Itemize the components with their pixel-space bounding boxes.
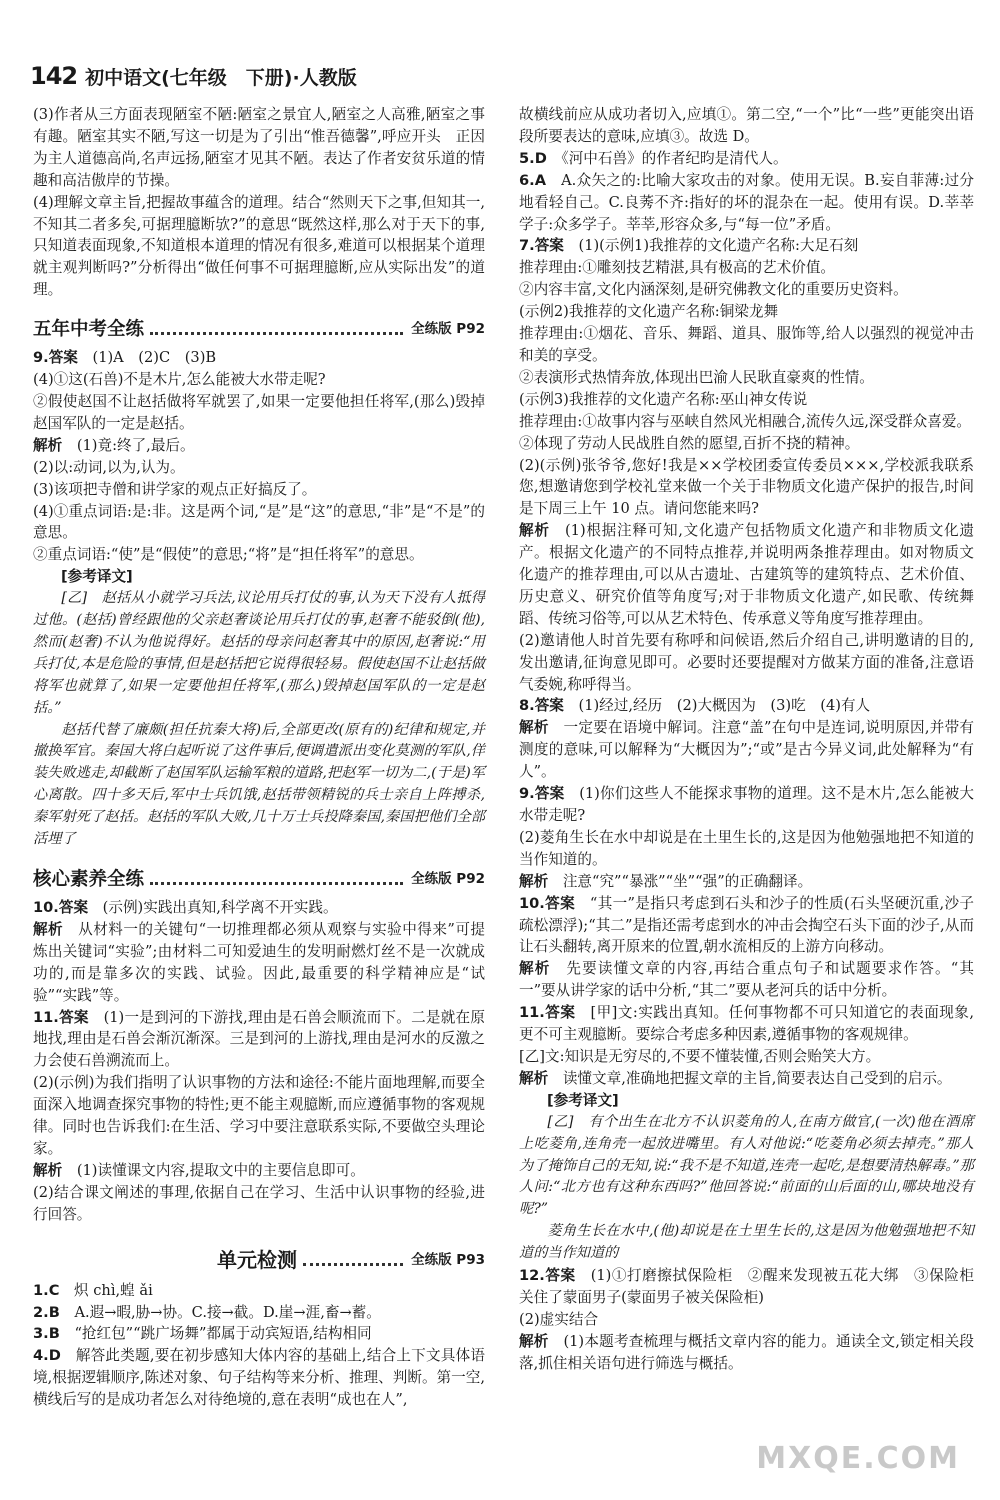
answer-line: (示例3)我推荐的文化遗产名称:巫山神女传说 bbox=[519, 390, 808, 408]
answer-line: (2)(示例)为我们指明了认识事物的方法和途径:不能片面地理解,而要全面深入地调查探究事物的特性;更不能主观臆断,而应遵循事物的客观规律。同时也告诉我们:在生活、学习中要注意联系实际,不要做空头理论家。 bbox=[33, 1074, 485, 1157]
analysis-line: (2)邀请他人时首先要有称呼和问候语,然后介绍自己,讲明邀请的目的,发出邀请,征询意见即可。必要时还要提醒对方做某方面的准备,注意语气委婉,称呼得当。 bbox=[519, 631, 974, 693]
answer-line: (示例2)我推荐的文化遗产名称:铜梁龙舞 bbox=[519, 303, 779, 321]
answer-line: ②内容丰富,文化内涵深刻,是研究佛教文化的重要历史资料。 bbox=[519, 281, 908, 299]
question-number: 12.答案 bbox=[519, 1267, 576, 1285]
analysis-text: 从材料一的关键句“一切推理都必须从观察与实验中得来”可提炼出关键词“实验”;由材料二可知爱迪生的发明耐燃灯丝不是一次就成功的,而是靠多次的实践、试验。因此,最重要的科学精神应是“试验”“实践”等。 bbox=[33, 920, 485, 1004]
section-page-ref: 全练版 P93 bbox=[411, 1251, 485, 1268]
analysis-tag: 解析 bbox=[519, 1332, 549, 1350]
question-number: 10.答案 bbox=[519, 894, 575, 912]
answer-line: [乙]文:知识是无穷尽的,不要不懂装懂,否则会贻笑大方。 bbox=[519, 1047, 881, 1065]
left-column bbox=[33, 104, 485, 1411]
reference-translation-label: [参考译文] bbox=[61, 568, 133, 586]
analysis bbox=[519, 1068, 974, 1090]
right-column bbox=[519, 104, 974, 1375]
analysis-line: (4)①重点词语:是:非。这是两个词,“是”是“这”的意思,“非”是“不是”的意思。 bbox=[33, 502, 485, 542]
answer-8 bbox=[519, 695, 974, 717]
answer-text: (1)一是到河的下游找,理由是石兽会顺流而下。二是就在原地找,理由是石兽会渐沉渐深。三是到河的上游找,理由是河水的反激之力会使石兽溯流而上。 bbox=[33, 1008, 485, 1070]
question-number: 11.答案 bbox=[519, 1004, 576, 1022]
analysis-text: (1)本题考查梳理与概括文章内容的能力。通读全文,锁定相关段落,抓住相关语句进行筛选与概括。 bbox=[519, 1332, 974, 1372]
section-title: 单元检测 bbox=[217, 1247, 297, 1272]
analysis-line: (2)结合课文阐述的事理,依据自己在学习、生活中认识事物的经验,进行回答。 bbox=[33, 1183, 485, 1223]
answer-line: (2)菱角生长在水中却说是在土里生长的,这是因为他勉强地把不知道的当作知道的。 bbox=[519, 828, 974, 868]
question-number: 7.答案 bbox=[519, 237, 564, 255]
page-header bbox=[30, 60, 357, 92]
unit-answer-3 bbox=[33, 1323, 485, 1345]
answer-11 bbox=[519, 1002, 974, 1046]
analysis-tag: 解析 bbox=[519, 872, 549, 890]
analysis-tag: 解析 bbox=[519, 522, 550, 540]
page-number: 142 bbox=[30, 62, 78, 90]
answer-text: [甲]文:实践出真知。任何事物都不可只知道它的表面现象,更不可主观臆断。要综合考虑多种因素,遵循事物的客观规律。 bbox=[519, 1004, 974, 1044]
answer-line: ②体现了劳动人民战胜自然的愿望,百折不挠的精神。 bbox=[519, 434, 860, 452]
analysis-line: ②重点词语:“使”是“假使”的意思;“将”是“担任将军”的意思。 bbox=[33, 546, 424, 564]
answer-10 bbox=[33, 897, 485, 919]
analysis-text: (1)读懂课文内容,提取文中的主要信息即可。 bbox=[76, 1161, 365, 1179]
analysis bbox=[519, 871, 974, 893]
analysis-tag: 解析 bbox=[33, 920, 64, 938]
answer-line: ②假使赵国不让赵括做将军就罢了,如果一定要他担任将军,(那么)毁掉赵国军队的一定是赵括。 bbox=[33, 392, 485, 432]
answer-7 bbox=[519, 235, 974, 257]
translation-paragraph: 赵括代替了廉颇(担任抗秦大将)后,全部更改(原有的)纪律和规定,并撤换军官。秦国大将白起听说了这件事后,便调遣派出变化莫测的军队,佯装失败逃走,却截断了赵国军队运输军粮的道路,把赵军一切为二,(于是)军心离散。四十多天后,军中士兵饥饿,赵括带领精锐的兵士亲自上阵搏杀,秦军射死了赵括。赵括的军队大败,几十万士兵投降秦国,秦国把他们全部活埋了 bbox=[33, 721, 485, 848]
answer-text: 炽 chì,蝗 ǎi bbox=[74, 1281, 153, 1299]
analysis-text: 读懂文章,准确地把握文章的主旨,简要表达自己受到的启示。 bbox=[562, 1069, 952, 1087]
translation-paragraph: [乙] 有个出生在北方不认识菱角的人,在南方做官,(一次)他在酒席上吃菱角,连角壳一起放进嘴里。有人对他说:“吃菱角必须去掉壳。”那人为了掩饰自己的无知,说:“我不是不知道,连壳一起吃,是想要清热解毒。”那人问:“北方也有这种东西吗?”他回答说:“前面的山后面的山,哪块地没有呢?” bbox=[519, 1113, 974, 1218]
answer-line: 推荐理由:①烟花、音乐、舞蹈、道具、服饰等,给人以强烈的视觉冲击和美的享受。 bbox=[519, 325, 974, 364]
dotted-leader bbox=[150, 332, 403, 335]
analysis-line: (3)该项把寺僧和讲学家的观点正好搞反了。 bbox=[33, 480, 317, 498]
answer-line: 推荐理由:①故事内容与巫峡自然风光相融合,流传久远,深受群众喜爱。 bbox=[519, 412, 972, 430]
analysis-tag: 解析 bbox=[519, 719, 549, 737]
section-header-core bbox=[33, 861, 485, 891]
analysis bbox=[519, 520, 974, 630]
answer-text: A.众矢之的:比喻大家攻击的对象。使用无误。B.妄自菲薄:过分地看轻自己。C.良莠不齐:指好的坏的混杂在一起。使用有误。D.莘莘学子:众多学子。莘莘,形容众多,与“每一位”矛盾。 bbox=[519, 171, 974, 233]
analysis bbox=[33, 435, 485, 457]
analysis-text: 先要读懂文章的内容,再结合重点句子和试题要求作答。“其一”要从讲学家的话中分析,“其二”要从老河兵的话中分析。 bbox=[519, 960, 974, 1000]
paragraph: (4)理解文章主旨,把握故事蕴含的道理。结合“然则天下之事,但知其一,不知其二者多矣,可据理臆断欤?”的意思“既然这样,那么对于天下的事,只知道表面现象,不知道根本道理的情况有很多,难道可以根据某个道理就主观判断吗?”分析得出“做任何事不可据理臆断,应从实际出发”的道理。 bbox=[33, 193, 485, 299]
analysis-text: 一定要在语境中解词。注意“盖”在句中是连词,说明原因,并带有测度的意味,可以解释为“大概因为”;“或”是古今异义词,此处解释为“有人”。 bbox=[519, 719, 974, 781]
question-number: 5.D bbox=[519, 149, 547, 167]
analysis bbox=[519, 958, 974, 1002]
answer-line: ②表演形式热情奔放,体现出巴渝人民耿直豪爽的性情。 bbox=[519, 368, 874, 386]
answer-text: A.遐→暇,胁→协。C.接→截。D.崖→涯,畜→蓄。 bbox=[74, 1303, 381, 1321]
analysis bbox=[519, 1331, 974, 1375]
analysis-text: (1)竟:终了,最后。 bbox=[76, 436, 195, 454]
answer-9 bbox=[33, 347, 485, 369]
paragraph: (3)作者从三方面表现陋室不陋:陋室之景宜人,陋室之人高雅,陋室之事有趣。陋室其实不陋,写这一切是为了引出“惟吾德馨”,呼应开头 正因为主人道德高尚,名声远扬,陋室才见其不陋。表达了作者安贫乐道的情趣和高洁傲岸的节操。 bbox=[33, 106, 485, 189]
analysis-text: (1)根据注释可知,文化遗产包括物质文化遗产和非物质文化遗产。根据文化遗产的不同特点推荐,并说明两条推荐理由。如对物质文化遗产的推荐理由,可以从古遗址、古建筑等的建筑特点、艺术价值、历史意义、研究价值等角度写;对于非物质文化遗产,如民歌、传统舞蹈、传统习俗等,可以从艺术特色、传承意义等角度写推荐理由。 bbox=[519, 522, 974, 627]
answer-text: (1)A (2)C (3)B bbox=[92, 349, 217, 367]
question-number: 8.答案 bbox=[519, 697, 564, 715]
section-header-unit-test bbox=[33, 1242, 485, 1272]
answer-text: “其一”是指只考虑到石头和沙子的性质(石头坚硬沉重,沙子疏松漂浮);“其二”是指还需考虑到水的冲击会掏空石头下面的沙子,从而让石头翻转,离开原来的位置,朝水流相反的上游方向移动。 bbox=[519, 894, 974, 956]
unit-answer-2 bbox=[33, 1302, 485, 1324]
section-title: 核心素养全练 bbox=[33, 869, 145, 891]
answer-11 bbox=[33, 1007, 485, 1073]
answer-text: “抢红包”“跳广场舞”都属于动宾短语,结构相同 bbox=[74, 1325, 372, 1343]
question-number: 4.D bbox=[33, 1347, 61, 1365]
question-number: 9.答案 bbox=[519, 785, 565, 803]
question-number: 11.答案 bbox=[33, 1008, 89, 1026]
answer-text: (1)经过,经历 (2)大概因为 (3)吃 (4)有人 bbox=[578, 697, 871, 715]
analysis-text: 注意“究”“暴涨”“坐”“强”的正确翻译。 bbox=[562, 872, 813, 890]
analysis bbox=[519, 717, 974, 783]
answer-line: 推荐理由:①雕刻技艺精湛,具有极高的艺术价值。 bbox=[519, 259, 836, 277]
question-number: 6.A bbox=[519, 171, 546, 189]
page-title: 初中语文(七年级 下册)·人教版 bbox=[85, 66, 357, 89]
section-title: 五年中考全练 bbox=[33, 319, 145, 341]
unit-answer-1 bbox=[33, 1280, 485, 1302]
answer-6 bbox=[519, 170, 974, 236]
analysis-tag: 解析 bbox=[519, 960, 551, 978]
answer-text: (1)(示例1)我推荐的文化遗产名称:大足石刻 bbox=[578, 237, 859, 255]
analysis-tag: 解析 bbox=[519, 1069, 549, 1087]
answer-text: (示例)实践出真知,科学离不开实践。 bbox=[102, 899, 338, 916]
answer-9 bbox=[519, 783, 974, 827]
unit-answer-4 bbox=[33, 1345, 485, 1411]
answer-5 bbox=[519, 148, 974, 170]
section-page-ref: 全练版 P92 bbox=[411, 871, 485, 888]
paragraph: 故横线前应从成功者切入,应填①。第二空,“一个”比“一些”更能突出语段所要表达的意味,应填③。故选 D。 bbox=[519, 106, 974, 145]
analysis bbox=[33, 919, 485, 1007]
question-number: 10.答案 bbox=[33, 899, 89, 916]
analysis-line: (2)以:动词,以为,认为。 bbox=[33, 458, 185, 476]
dotted-leader bbox=[303, 1263, 403, 1266]
answer-line: (4)①这(石兽)不是木片,怎么能被大水带走呢? bbox=[33, 371, 326, 389]
section-page-ref: 全练版 P92 bbox=[411, 321, 485, 338]
dotted-leader bbox=[150, 882, 403, 885]
answer-line: (2)(示例)张爷爷,您好!我是××学校团委宣传委员×××,学校派我联系您,想邀请您到学校礼堂来做一个关于非物质文化遗产保护的报告,时间是下周三上午 10 点。请问您能来吗? bbox=[519, 456, 974, 518]
analysis-tag: 解析 bbox=[33, 436, 63, 454]
analysis bbox=[33, 1160, 485, 1182]
question-number: 9.答案 bbox=[33, 349, 78, 367]
answer-12 bbox=[519, 1265, 974, 1309]
answer-text: 《河中石兽》的作者纪昀是清代人。 bbox=[561, 149, 788, 167]
translation-paragraph: 菱角生长在水中,(他)却说是在土里生长的,这是因为他勉强地把不知道的当作知道的 bbox=[519, 1223, 974, 1262]
question-number: 1.C bbox=[33, 1281, 60, 1299]
reference-translation-label: [参考译文] bbox=[547, 1091, 619, 1109]
answer-text: (1)①打磨擦拭保险柜 ②醒来发现被五花大绑 ③保险柜关住了蒙面男子(蒙面男子被关保险柜) bbox=[519, 1267, 974, 1306]
answer-line: (2)虚实结合 bbox=[519, 1310, 599, 1328]
answer-10 bbox=[519, 893, 974, 959]
answer-text: 解答此类题,要在初步感知大体内容的基础上,结合上下文具体语境,根据逻辑顺序,陈述对象、句子结构等来分析、推理、判断。第一空,横线后写的是成功者怎么对待绝境的,意在表明“成也在人”, bbox=[33, 1347, 485, 1409]
question-number: 3.B bbox=[33, 1325, 60, 1343]
translation-paragraph: [乙] 赵括从小就学习兵法,议论用兵打仗的事,认为天下没有人抵得过他。(赵括)曾经跟他的父亲赵奢谈论用兵打仗的事,赵奢不能驳倒(他),然而(赵奢)不认为他说得好。赵括的母亲问赵奢其中的原因,赵奢说:“用兵打仗,本是危险的事情,但是赵括把它说得很轻易。假使赵国不让赵括做将军也就算了,如果一定要他担任将军,(那么)毁掉赵国军队的一定是赵括。” bbox=[33, 590, 485, 716]
section-header-five-year bbox=[33, 311, 485, 341]
watermark: MXQE.COM bbox=[756, 1441, 960, 1476]
analysis-tag: 解析 bbox=[33, 1161, 63, 1179]
question-number: 2.B bbox=[33, 1303, 60, 1321]
answer-text: (1)你们这些人不能探求事物的道理。这不是木片,怎么能被大水带走呢? bbox=[519, 785, 974, 824]
